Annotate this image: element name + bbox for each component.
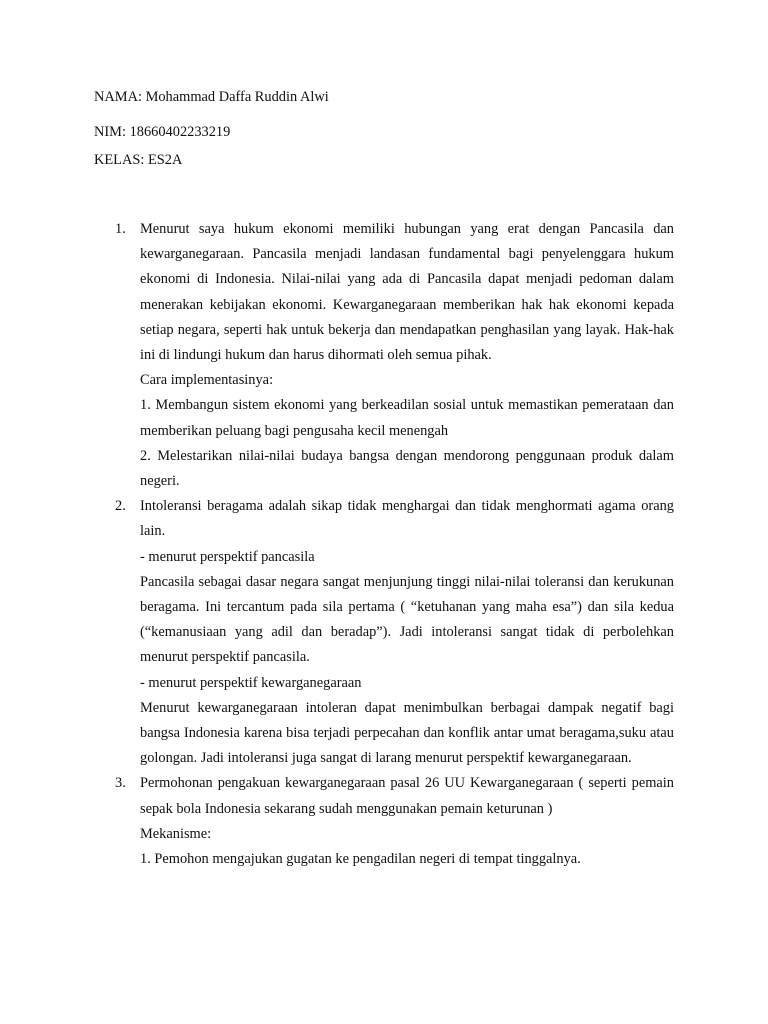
answer-item-3 xyxy=(0,771,768,872)
paragraph: - menurut perspektif kewarganegaraan xyxy=(140,674,362,691)
answer-item-2 xyxy=(0,494,768,771)
paragraph: Pancasila sebagai dasar negara sangat menjunjung tinggi nilai-nilai toleransi dan kerukunan beragama. Ini tercantum pada sila pertama ( “ketuhanan yang maha esa”) dan sila kedua (“kemanusiaan yang adil dan beradap”). Jadi intoleransi sangat tidak di perbolehkan menurut perspektif pancasila. xyxy=(140,573,674,666)
paragraph: - menurut perspektif pancasila xyxy=(140,548,315,565)
paragraph: Cara implementasinya: xyxy=(140,372,274,389)
student-nim: NIM: 18660402233219 xyxy=(94,124,231,140)
answer-list xyxy=(0,217,768,872)
paragraph: Permohonan pengakuan kewarganegaraan pasal 26 UU Kewarganegaraan ( seperti pemain sepak bola Indonesia sekarang sudah menggunakan pemain keturunan ) xyxy=(140,775,674,817)
item-number: 1. xyxy=(115,221,126,237)
student-class: KELAS: ES2A xyxy=(94,152,183,168)
student-name: NAMA: Mohammad Daffa Ruddin Alwi xyxy=(94,89,329,105)
item-body xyxy=(140,771,674,872)
paragraph: Menurut kewarganegaraan intoleran dapat menimbulkan berbagai dampak negatif bagi bangsa Indonesia karena bisa terjadi perpecahan dan konflik antar umat beragama,suku atau golongan. Jadi intoleransi juga sangat di larang menurut perspektif kewarganegaraan. xyxy=(140,699,674,767)
paragraph: Menurut saya hukum ekonomi memiliki hubungan yang erat dengan Pancasila dan kewarganegaraan. Pancasila menjadi landasan fundamental bagi penyelenggara hukum ekonomi di Indonesia. Nilai-nilai yang ada di Pancasila dapat menjadi pedoman dalam menerakan kebijakan ekonomi. Kewarganegaraan memberikan hak hak ekonomi kepada setiap negara, seperti hak untuk bekerja dan mendapatkan penghasilan yang layak. Hak-hak ini di lindungi hukum dan harus dihormati oleh semua pihak. xyxy=(140,221,674,364)
item-number: 2. xyxy=(115,498,126,515)
paragraph: Mekanisme: xyxy=(140,825,212,842)
paragraph: 2. Melestarikan nilai-nilai budaya bangsa dengan mendorong penggunaan produk dalam negeri. xyxy=(140,447,674,490)
paragraph: 1. Membangun sistem ekonomi yang berkeadilan sosial untuk memastikan pemerataan dan memberikan peluang bagi pengusaha kecil menengah xyxy=(140,397,674,439)
student-header xyxy=(94,86,684,171)
item-number: 3. xyxy=(115,775,126,792)
answer-item-1 xyxy=(0,217,768,494)
item-body xyxy=(140,494,674,771)
paragraph: Intoleransi beragama adalah sikap tidak menghargai dan tidak menghormati agama orang lain. xyxy=(140,498,674,540)
item-body xyxy=(140,217,674,494)
paragraph: 1. Pemohon mengajukan gugatan ke pengadilan negeri di tempat tinggalnya. xyxy=(140,851,581,868)
